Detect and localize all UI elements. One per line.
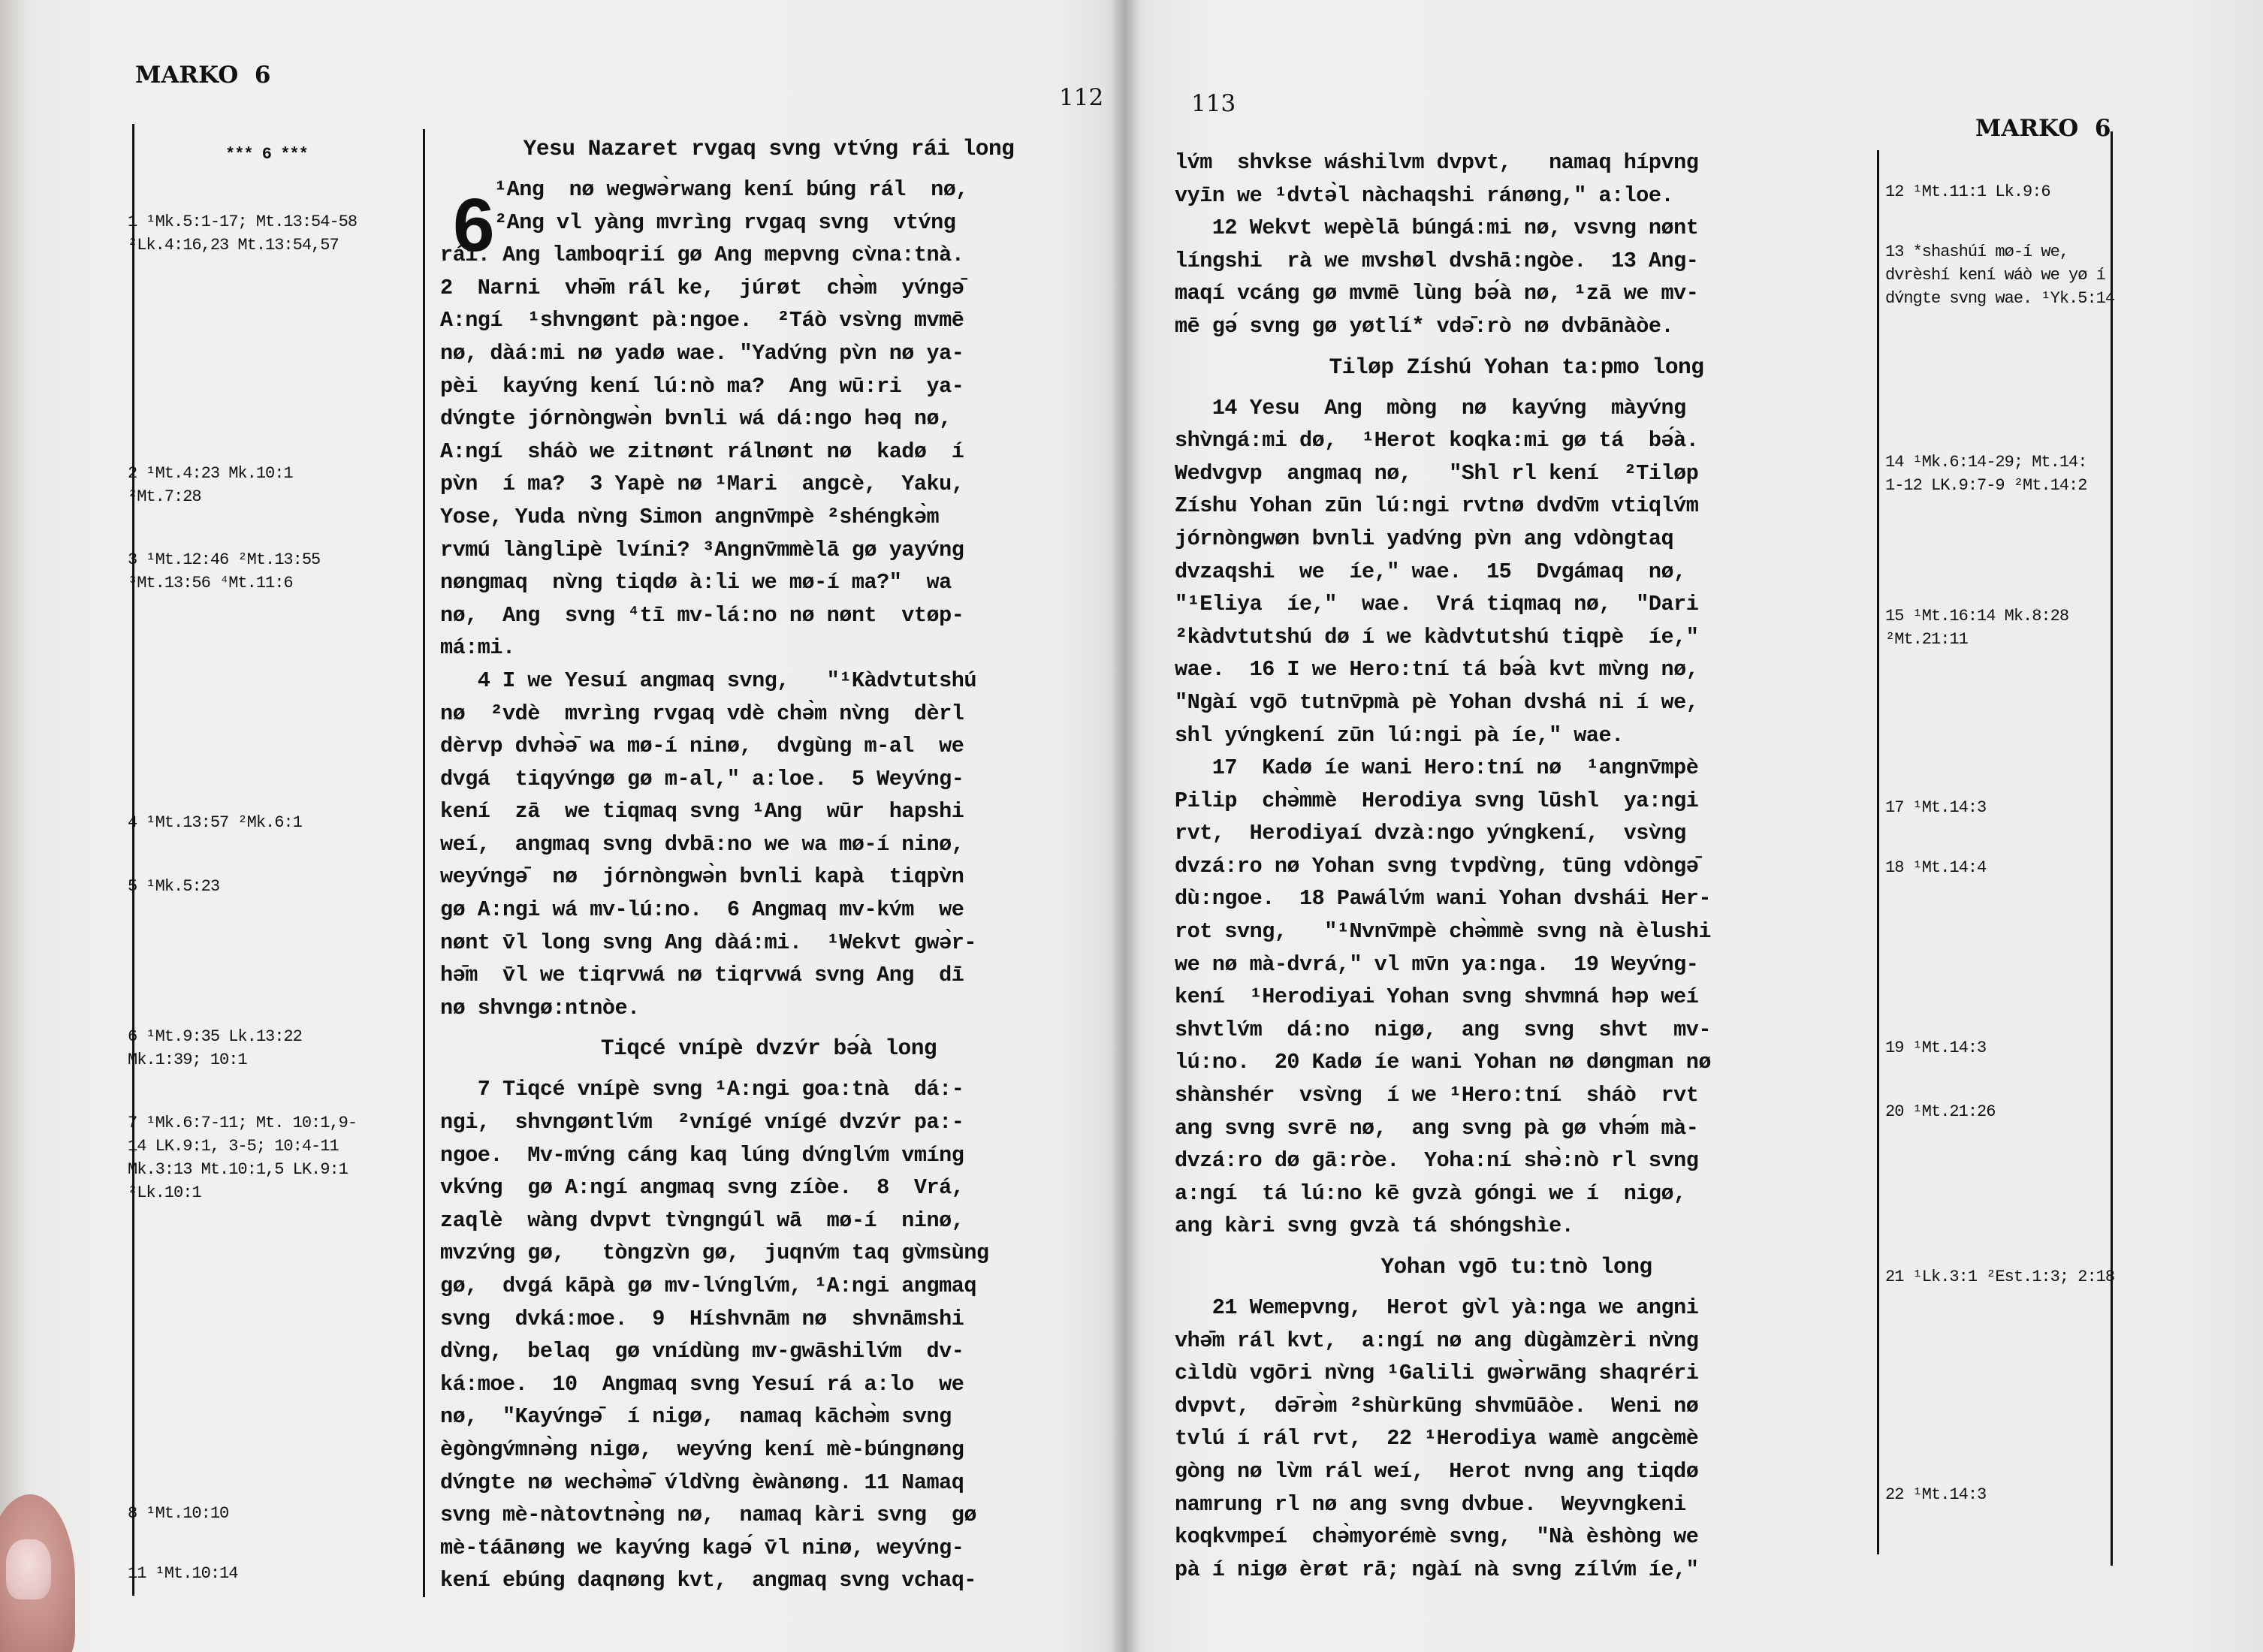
text-line: ká:moe. 10 Angmaq svng Yesuí rá a:lo we [440, 1371, 964, 1397]
cross-reference [1885, 451, 2086, 497]
text-line: namrung rl nø ang svng dvbue. Weyvngkeni [1175, 1491, 1686, 1517]
section-heading: Tiqcé vnípè dvzv́r bǝ́à long [600, 1036, 937, 1062]
cross-reference [128, 210, 357, 257]
text-line: nø ²vdè mvrìng rvgaq vdè chǝ̀m nv̀ng dèrl [440, 701, 964, 726]
text-line: jórnòngwøn bvnli yadv́ng pv̀n ang vdòngtaq [1175, 526, 1674, 551]
text-line: 2 Narni vhǝ̄m rál ke, júrøt chǝ̀m yv́ngǝ̄ [440, 275, 964, 300]
text-line: maqí vcáng gø mvmē lùng bǝ́à nø, ¹zā we mv- [1175, 281, 1699, 306]
text-line: mvzv́ng gø, tòngzv̀n gø, juqnv́m taq gv̀msùng [440, 1241, 989, 1266]
cross-reference-column [1885, 180, 2115, 1569]
text-line: 21 Wemepvng, Herot gv̀l yà:nga we angni [1175, 1295, 1699, 1320]
cross-reference-line: ²Mt.7:28 [128, 487, 201, 506]
cross-reference-line: 11 ¹Mt.10:14 [128, 1564, 238, 1583]
text-line: dù:ngoe. 18 Pawálv́m wani Yohan dvshái Her- [1175, 886, 1711, 912]
cross-reference-column [128, 143, 421, 1607]
text-line: nø, "Kayv́ngǝ̄ í nigø, namaq kāchǝ̀m svng [440, 1404, 952, 1430]
text-line: weí, angmaq svng dvbā:no we wa mø-í ninø, [440, 831, 964, 857]
text-line: dvgá tiqyv́ngø gø m-al," a:loe. 5 Weyv́ng- [440, 766, 964, 791]
text-line: má:mi. [440, 635, 515, 661]
cross-reference [128, 1562, 237, 1585]
cross-reference-line: 18 ¹Mt.14:4 [1885, 858, 1987, 877]
text-line: mè-táānøng we kayv́ng kagǝ́ v̄l ninø, weyv́ng- [440, 1535, 964, 1560]
text-line: ang kàri svng gvzà tá shóngshìe. [1175, 1213, 1574, 1239]
text-line: nø, Ang svng ⁴tī mv-lá:no nø nønt vtøp- [440, 602, 964, 628]
text-line: ngoe. Mv-mv́ng cáng kaq lúng dv́nglv́m vmíng [440, 1142, 964, 1168]
text-line: mē gǝ́ svng gø yøtlí* vdǝ̄:rò nø dvbānàòe. [1175, 313, 1674, 339]
cross-reference [1885, 1036, 1986, 1060]
text-line: kení zā we tiqmaq svng ¹Ang wūr hapshi [440, 799, 964, 824]
text-line: svng mè-nàtovtnǝ̀ng nø, namaq kàri svng gø [440, 1503, 976, 1528]
text-line: cìldù vgōri nv̀ng ¹Galili gwǝ̀rwāng shaqréri [1175, 1361, 1699, 1386]
text-line: a:ngí tá lú:no kē gvzà góngi we í nigø, [1175, 1180, 1686, 1206]
cross-reference-line: 14 LK.9:1, 3-5; 10:4-11 [128, 1137, 339, 1156]
cross-reference-line: 20 ¹Mt.21:26 [1885, 1102, 1996, 1121]
cross-reference-line: 2 ¹Mt.4:23 Mk.10:1 [128, 464, 293, 483]
cross-reference [1885, 240, 2114, 310]
cross-reference-line: 17 ¹Mt.14:3 [1885, 798, 1987, 817]
cross-reference [1885, 1100, 1995, 1123]
cross-reference-line: 19 ¹Mt.14:3 [1885, 1039, 1987, 1057]
page-number-left: 112 [1059, 84, 1104, 111]
reference-column-rule-right [423, 129, 425, 1597]
cross-reference-line: 8 ¹Mt.10:10 [128, 1504, 229, 1523]
text-line: língshi rà we mvshøl dvshā:ngòe. 13 Ang- [1175, 248, 1699, 273]
text-line: A:ngí ¹shvngønt pà:ngoe. ²Táò vsv̀ng mvmē [440, 308, 964, 333]
cross-reference [128, 1111, 357, 1204]
text-line: "¹Eliya íe," wae. Vrá tiqmaq nø, "Dari [1175, 592, 1699, 617]
cross-reference-line: 6 ¹Mt.9:35 Lk.13:22 [128, 1027, 302, 1046]
text-line: dv́ngte nø wechǝ̀mǝ̄ v́ldv̀ng èwànøng. 11 Namaq [440, 1470, 964, 1495]
thumbnail-nail [6, 1539, 51, 1599]
text-line: Wedvgvp angmaq nø, "Shl rl kení ²Tiløp [1175, 460, 1699, 486]
chapter-drop-cap: 6 [453, 183, 495, 267]
text-line: vhǝ̄m rál kvt, a:ngí nø ang dùgàmzèri nv̀ng [1175, 1328, 1699, 1353]
text-line: 17 Kadø íe wani Hero:tní nø ¹angnv̄mpè [1175, 755, 1699, 781]
text-line: ²kàdvtutshú dø í we kàdvtutshú tiqpè íe," [1175, 624, 1699, 650]
cross-reference [128, 548, 320, 595]
text-line: pèi kayv́ng kení lú:nò ma? Ang wū:ri ya- [440, 373, 964, 399]
text-line: dèrvp dvhǝ̀ǝ̄ wa mø-í ninø, dvgùng m-al we [440, 734, 964, 759]
text-line: vyīn we ¹dvtǝ̀l nàchaqshi ránøng," a:loe. [1175, 182, 1674, 208]
cross-reference [1885, 604, 2068, 651]
cross-reference-line: 12 ¹Mt.11:1 Lk.9:6 [1885, 182, 2050, 201]
cross-reference [1885, 1265, 2114, 1289]
right-text-column [1175, 146, 1858, 1586]
cross-reference [128, 1025, 302, 1072]
text-line: A:ngí sháò we zitnønt rálnønt nø kadø í [440, 439, 964, 464]
section-heading: Yohan vgō tu:tnò long [1380, 1254, 1652, 1280]
text-line: rái. Ang lamboqrií gø Ang mepvng cv̀na:tnà. [440, 243, 964, 268]
text-line: dv̀ng, belaq gø vnídùng mv-gwāshilv́m dv- [440, 1339, 964, 1364]
text-line: vkv́ng gø A:ngí angmaq svng zíòe. 8 Vrá, [440, 1175, 964, 1201]
text-line: pv̀n í ma? 3 Yapè nø ¹Mari angcè, Yaku, [440, 472, 964, 497]
text-line: ang svng svrē nø, ang svng pà gø vhǝ́m mà- [1175, 1115, 1699, 1141]
text-line: lv́m shvkse wáshilvm dvpvt, namaq hípvng [1175, 150, 1699, 175]
reference-column-rule-left [1877, 150, 1879, 1554]
left-text-column [440, 125, 1097, 1597]
right-page [1125, 0, 2263, 1652]
text-line: "Ngàí vgō tutnv̄pmà pè Yohan dvshá ni í we, [1175, 689, 1699, 715]
text-line: hǝ̄m v̄l we tiqrvwá nø tiqrvwá svng Ang dī [440, 963, 964, 988]
cross-reference-line: ²Lk.4:16,23 Mt.13:54,57 [128, 236, 339, 255]
text-line: rvt, Herodiyaí dvzà:ngo yv́ngkení, vsv̀ng [1175, 821, 1686, 846]
text-line: dvzá:ro nø Yohan svng tvpdv̀ng, tūng vdòngǝ̄ [1175, 853, 1699, 879]
text-line: rvmú lànglipè lvíni? ³Angnv̄mmèlā gø yayv́ng [440, 537, 964, 562]
text-line: nø, dàá:mi nø yadø wae. "Yadv́ng pv̀n nø ya- [440, 340, 964, 366]
book-gutter [1110, 0, 1140, 1652]
text-line: koqkvmpeí chǝ̀myorémè svng, "Nà èshòng we [1175, 1524, 1699, 1550]
cross-reference-line: 4 ¹Mt.13:57 ²Mk.6:1 [128, 813, 302, 832]
text-line: dvpvt, dǝ̄rǝ̀m ²shùrkūng shvmūāòe. Weni nø [1175, 1393, 1699, 1418]
text-line: gòng nø lv̀m rál weí, Herot nvng ang tiqdø [1175, 1458, 1699, 1484]
cross-reference-line: 7 ¹Mk.6:7-11; Mt. 10:1,9- [128, 1114, 358, 1132]
running-head-left: MARKO 6 [135, 62, 271, 89]
text-line: 7 Tiqcé vnípè svng ¹A:ngi goa:tnà dá:- [440, 1077, 964, 1102]
cross-reference [128, 811, 302, 834]
cross-reference-line: ²Mt.21:11 [1885, 630, 1968, 649]
text-line: kení ebúng daqnøng kvt, angmaq svng vchaq- [440, 1568, 976, 1593]
cross-reference-line: Mk.3:13 Mt.10:1,5 LK.9:1 [128, 1160, 348, 1179]
text-line: svng dvká:moe. 9 Híshvnām nø shvnāmshi [440, 1306, 964, 1331]
text-line: ègòngv́mnǝ̀ng nigø, weyv́ng kení mè-búngnøng [440, 1436, 964, 1462]
page-number-right: 113 [1191, 90, 1236, 117]
text-line: Pilip chǝ̀mmè Herodiya svng lūshl ya:ngi [1175, 788, 1699, 813]
cross-reference-line: 1-12 LK.9:7-9 ²Mt.14:2 [1885, 476, 2087, 495]
cross-reference [128, 462, 293, 508]
cross-reference-line: dvrèshí kení wáò we yø í [1885, 266, 2105, 285]
text-line: Yose, Yuda nv̀ng Simon angnv̄mpè ²shéngkǝ̀m [440, 504, 940, 529]
reference-column-rule-right [2111, 131, 2113, 1566]
text-line: weyv́ngǝ̄ nø jórnòngwǝ̀n bvnli kapà tiqpv̀n [440, 864, 964, 890]
text-line: shànshér vsv̀ng í we ¹Hero:tní sháò rvt [1175, 1083, 1699, 1108]
running-head-right: MARKO 6 [1975, 115, 2111, 142]
text-line: tvlú í rál rvt, 22 ¹Herodiya wamè angcèmè [1175, 1426, 1699, 1452]
text-line: we nø mà-dvrá," vl mv̄n ya:nga. 19 Weyv́ng- [1175, 951, 1699, 977]
cross-reference [128, 875, 219, 898]
cross-reference-line: 3 ¹Mt.12:46 ²Mt.13:55 [128, 550, 321, 569]
cross-reference-line: ²Lk.10:1 [128, 1183, 201, 1202]
text-line: dvzá:ro dø gā:ròe. Yoha:ní shǝ̀:nò rl svng [1175, 1148, 1699, 1174]
cross-reference-line: 22 ¹Mt.14:3 [1885, 1485, 1987, 1504]
text-line: 14 Yesu Ang mòng nø kayv́ng màyv́ng [1175, 395, 1686, 421]
text-line: nø shvngø:ntnòe. [440, 995, 640, 1020]
text-line: 4 I we Yesuí angmaq svng, "¹Kàdvtutshú [440, 668, 976, 693]
cross-reference-line: Mk.1:39; 10:1 [128, 1051, 247, 1069]
left-page [0, 0, 1125, 1652]
text-line: shvtlv́m dá:no nigø, ang svng shvt mv- [1175, 1017, 1711, 1042]
text-line: gø A:ngi wá mv-lú:no. 6 Angmaq mv-kv́m we [440, 897, 964, 923]
section-heading: Yesu Nazaret rvgaq svng vtv́ng rái long [523, 136, 1015, 161]
cross-reference-line: 1 ¹Mk.5:1-17; Mt.13:54-58 [128, 213, 358, 231]
cross-reference-line: ³Mt.13:56 ⁴Mt.11:6 [128, 574, 293, 592]
cross-reference-line: 21 ¹Lk.3:1 ²Est.1:3; 2:18 [1885, 1268, 2115, 1286]
text-line: gø, dvgá kāpà gø mv-lv́nglv́m, ¹A:ngi angmaq [440, 1274, 976, 1298]
cross-reference-line: 15 ¹Mt.16:14 Mk.8:28 [1885, 607, 2069, 626]
text-line: rot svng, "¹Nvnv̄mpè chǝ̀mmè svng nà èlushi [1175, 919, 1711, 945]
text-line: ²Ang vl yàng mvrìng rvgaq svng vtv́ng [494, 210, 956, 235]
cross-reference [1885, 796, 1986, 819]
text-line: kení ¹Herodiyai Yohan svng shvmná hǝp weí [1175, 984, 1699, 1010]
cross-reference-line: 5 ¹Mk.5:23 [128, 877, 220, 896]
text-line: lú:no. 20 Kadø íe wani Yohan nø døngman nø [1175, 1050, 1711, 1075]
cross-reference [1885, 180, 2050, 203]
section-heading: Tiløp Zíshú Yohan ta:pmo long [1329, 354, 1704, 380]
text-line: nønt v̄l long svng Ang dàá:mi. ¹Wekvt gwǝ̀r- [440, 930, 976, 955]
text-line: shv̀ngá:mi dø, ¹Herot koqka:mi gø tá bǝ́à. [1175, 428, 1699, 454]
text-line: Zíshu Yohan zūn lú:ngi rvtnø dvdv̄m vtiqlv́m [1175, 493, 1699, 519]
cross-reference [1885, 856, 1986, 879]
text-line: ¹Ang nø wegwǝ̀rwang kení búng rál nø, [494, 177, 968, 202]
cross-reference [1885, 1483, 1986, 1506]
text-line: wae. 16 I we Hero:tní tá bǝ́à kvt mv̀ng nø, [1175, 657, 1699, 683]
cross-reference-line: dv́ngte svng wae. ¹Yk.5:14 [1885, 289, 2115, 308]
text-line: zaqlè wàng dvpvt tv̀ngngúl wā mø-í ninø, [440, 1207, 964, 1233]
text-line: pà í nigø èrøt rā; ngàí nà svng zílv́m íe," [1175, 1557, 1699, 1582]
text-line: 12 Wekvt wepèlā búngá:mi nø, vsvng nønt [1175, 216, 1699, 241]
cross-reference-line: 13 *shashúí mø-í we, [1885, 243, 2069, 261]
text-line: shl yv́ngkení zūn lú:ngi pà íe," wae. [1175, 722, 1624, 748]
cross-reference-line: 14 ¹Mk.6:14-29; Mt.14: [1885, 453, 2087, 472]
text-line: nøngmaq nv̀ng tiqdø à:li we mø-í ma?" wa [440, 570, 952, 595]
cross-reference [128, 1502, 228, 1525]
chapter-marker: *** 6 *** [225, 145, 308, 164]
text-line: dvzaqshi we íe," wae. 15 Dvgámaq nø, [1175, 559, 1686, 584]
text-line: dv́ngte jórnòngwǝ̀n bvnli wá dá:ngo hǝq nø, [440, 406, 952, 432]
text-line: ngi, shvngøntlv́m ²vnígé vnígé dvzv́r pa:- [440, 1110, 964, 1135]
